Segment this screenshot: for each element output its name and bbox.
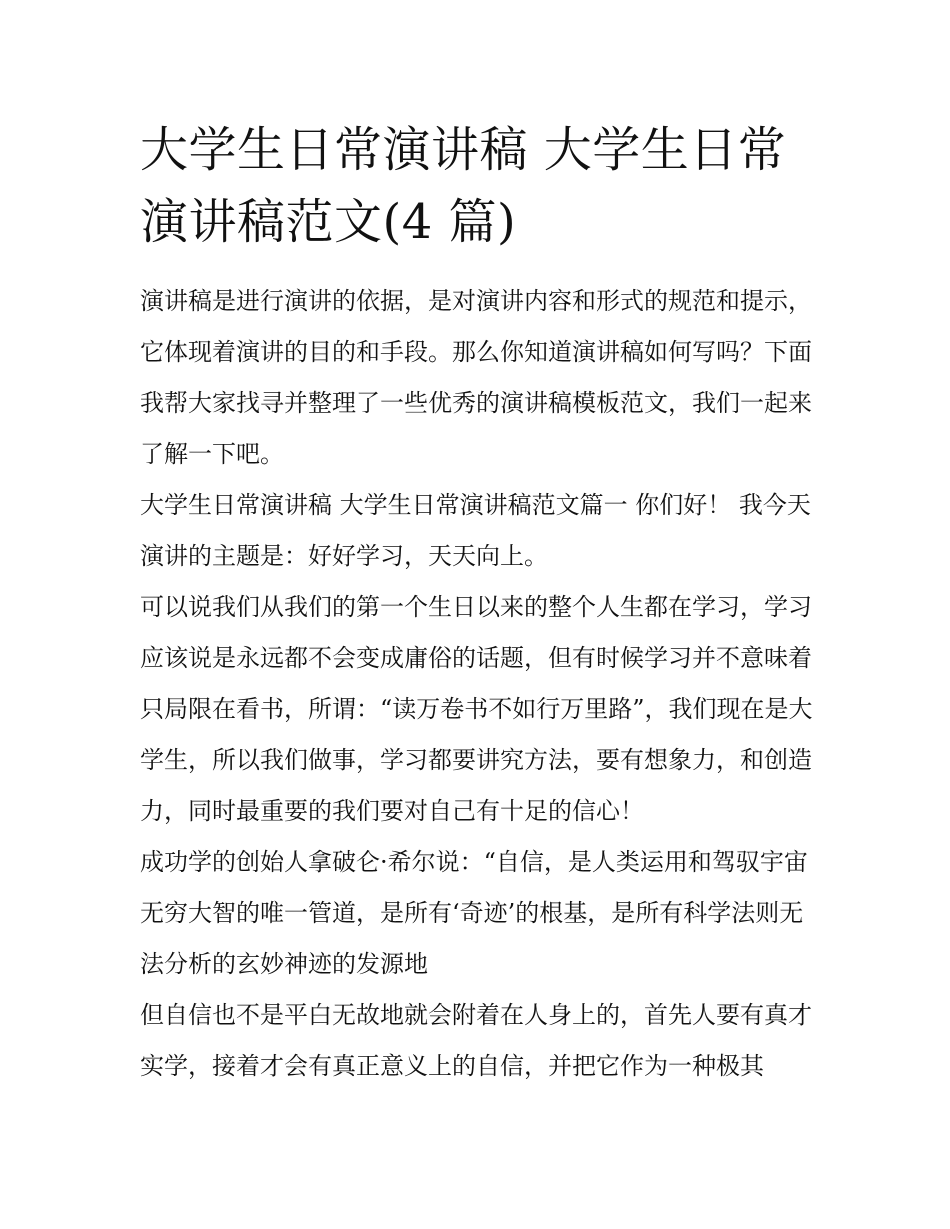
document-title: 大学生日常演讲稿 大学生日常演讲稿范文(4 篇): [140, 122, 787, 250]
paragraph-confidence: 但自信也不是平白无故地就会附着在人身上的，首先人要有真才实学，接着才会有真正意义上的自信，并把它作为一种极其: [140, 1001, 812, 1080]
paragraph-speech-opening: 大学生日常演讲稿 大学生日常演讲稿范文篇一 你们好！ 我今天演讲的主题是：好好学习，天天向上。: [140, 491, 811, 570]
paragraph-quote: 成功学的创始人拿破仑·希尔说：“自信，是人类运用和驾驭宇宙无穷大智的唯一管道，是所有‘奇迹’的根基，是所有科学法则无法分析的玄妙神迹的发源地: [140, 848, 808, 978]
document-body: [140, 114, 814, 1092]
paragraph-intro: 演讲稿是进行演讲的依据，是对演讲内容和形式的规范和提示，它体现着演讲的目的和手段。那么你知道演讲稿如何写吗？下面我帮大家找寻并整理了一些优秀的演讲稿模板范文，我们一起来了解一下吧。: [140, 287, 812, 468]
paragraph-learning: 可以说我们从我们的第一个生日以来的整个人生都在学习，学习应该说是永远都不会变成庸俗的话题，但有时候学习并不意味着只局限在看书，所谓：“读万卷书不如行万里路”，我们现在是大学生，所以我们做事，学习都要讲究方法，要有想象力，和创造力，同时最重要的我们要对自己有十足的信心！: [140, 593, 813, 825]
